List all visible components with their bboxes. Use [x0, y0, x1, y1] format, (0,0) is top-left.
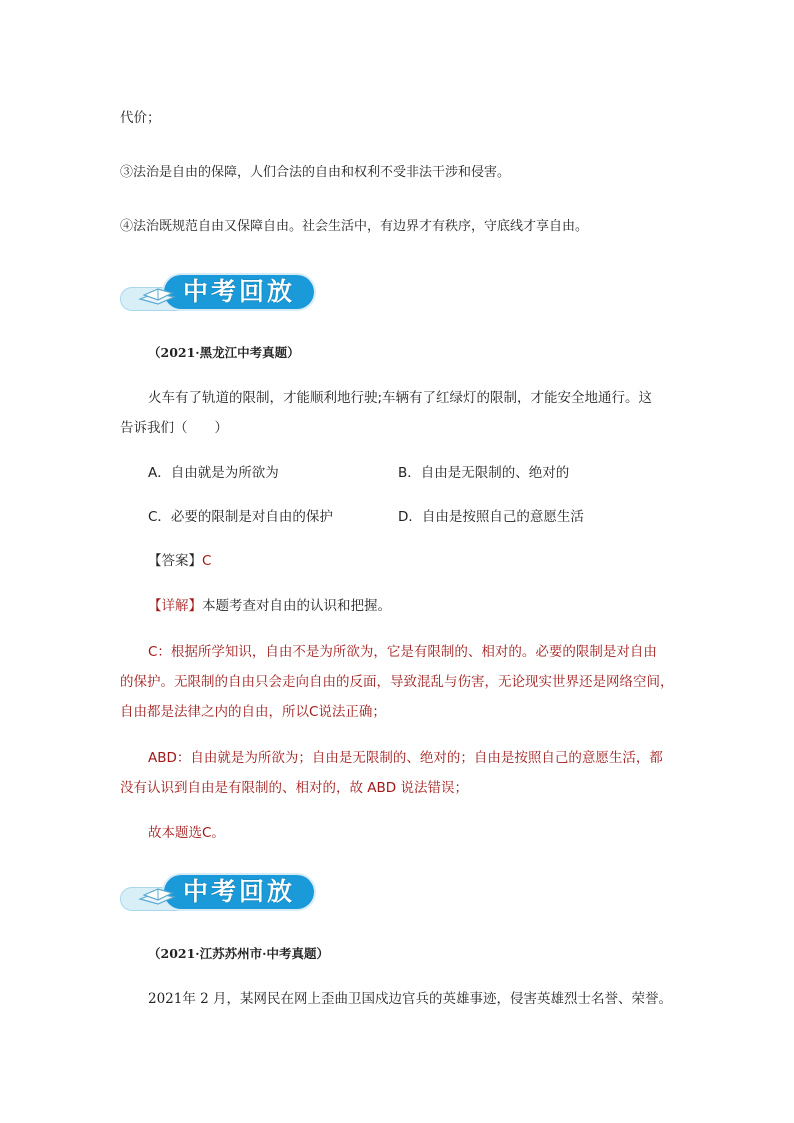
banner-title: 中考回放 [182, 277, 295, 306]
question-source: （2021·黑龙江中考真题） [148, 345, 300, 360]
question-stem: 火车有了轨道的限制，才能顺利地行驶;车辆有了红绿灯的限制，才能安全地通行。这 [148, 390, 653, 406]
point-4: ④法治既规范自由又保障自由。社会生活中，有边界才有秩序，守底线才享自由。 [120, 219, 589, 234]
explanation-c: 的保护。无限制的自由只会走向自由的反面，导致混乱与伤害，无论现实世界还是网络空间， [120, 674, 674, 690]
detail-row [148, 596, 678, 616]
question-source: （2021·江苏苏州市·中考真题） [148, 946, 329, 961]
explanation-abd: 没有认识到自由是有限制的、相对的，故 ABD 说法错误； [120, 780, 468, 796]
option-d: D．自由是按照自己的意愿生活 [398, 509, 584, 525]
banner-title: 中考回放 [182, 877, 295, 906]
option-b: B．自由是无限制的、绝对的 [398, 465, 570, 481]
answer-value: C [202, 553, 212, 569]
explanation-c: 自由都是法律之内的自由，所以C说法正确； [120, 704, 386, 720]
point-3: ③法治是自由的保障，人们合法的自由和权利不受非法干涉和侵害。 [120, 165, 511, 180]
question-stem: 告诉我们（ ） [120, 420, 228, 436]
intro-line: 代价； [120, 110, 161, 126]
conclusion: 故本题选C。 [148, 825, 225, 841]
explanation-c: C：根据所学知识，自由不是为所欲为，它是有限制的、相对的。必要的限制是对自由 [148, 644, 657, 660]
question-stem: 2021年 2 月，某网民在网上歪曲卫国戍边官兵的英雄事迹，侵害英雄烈士名誉、荣誉。 [148, 991, 673, 1007]
section-banner [120, 273, 316, 313]
option-c: C．必要的限制是对自由的保护 [148, 509, 333, 525]
answer-row [148, 551, 678, 571]
detail-text: 本题考查对自由的认识和把握。 [202, 598, 391, 614]
option-a: A．自由就是为所欲为 [148, 465, 279, 481]
explanation-abd: ABD：自由就是为所欲为；自由是无限制的、绝对的；自由是按照自己的意愿生活，都 [148, 750, 663, 766]
answer-label: 【答案】 [148, 553, 202, 569]
section-banner [120, 873, 316, 913]
detail-label: 【详解】 [148, 598, 202, 614]
